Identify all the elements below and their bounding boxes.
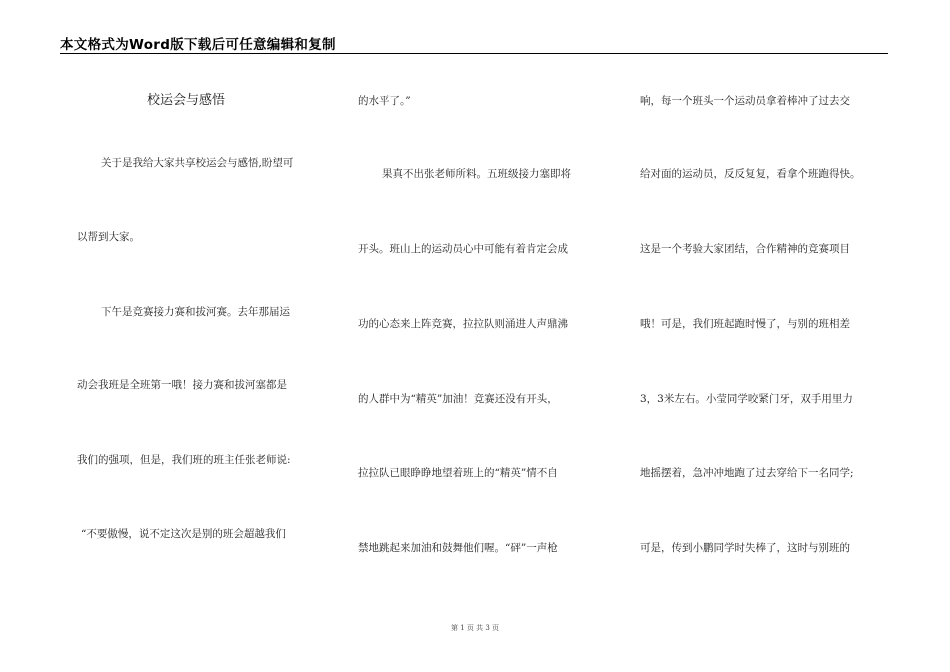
text-line: 下午是竞赛接力赛和拔河赛。去年那届运 [101, 306, 290, 318]
text-line: 动会我班是全班第一哦！接力赛和拔河塞都是 [77, 379, 287, 391]
document-header-banner: 本文格式为Word版下载后可任意编辑和复制 [60, 37, 336, 53]
text-column-2 [358, 0, 598, 672]
text-line: 3，3米左右。小莹同学咬紧门牙，双手用里力 [640, 393, 853, 405]
text-line: 的水平了。” [358, 95, 411, 107]
text-column-3 [640, 0, 880, 672]
text-column-1 [77, 0, 317, 672]
text-line: 禁地跳起来加油和鼓舞他们喔。“砰”一声枪 [358, 542, 558, 554]
text-line: 可是，传到小鹏同学时失棒了，这时与别班的 [640, 542, 850, 554]
text-line: 哦！可是，我们班起跑时慢了，与别的班相差 [640, 318, 850, 330]
text-line: 响，每一个班头一个运动员拿着棒冲了过去交 [640, 95, 850, 107]
text-line: 开头。班山上的运动员心中可能有着肯定会成 [358, 243, 568, 255]
text-line: 果真不出张老师所料。五班级接力塞即将 [382, 168, 571, 180]
article-title: 校运会与感悟 [147, 93, 226, 108]
text-line: 给对面的运动员，反反复复，看拿个班跑得快。 [640, 168, 861, 180]
text-line: 拉拉队已眼睁睁地望着班上的“精英”情不自 [358, 467, 558, 479]
text-line: 以帮到大家。 [77, 231, 140, 243]
text-line: 的人群中为“精英”加油！竞赛还没有开头， [358, 393, 558, 405]
text-line: 关于是我给大家共享校运会与感悟,盼望可 [101, 157, 294, 169]
text-line: “不要傲慢，说不定这次是别的班会超越我们 [81, 528, 286, 540]
text-line: 我们的强项，但是，我们班的班主任张老师说: [77, 454, 291, 466]
text-line: 功的心态来上阵竞赛，拉拉队则涌进人声鼎沸 [358, 318, 568, 330]
text-line: 这是一个考验大家团结，合作精神的竞赛项目 [640, 243, 850, 255]
page-number: 第 1 页 共 3 页 [450, 624, 500, 632]
text-line: 地摇摆着，急冲冲地跑了过去穿给下一名同学; [640, 467, 854, 479]
